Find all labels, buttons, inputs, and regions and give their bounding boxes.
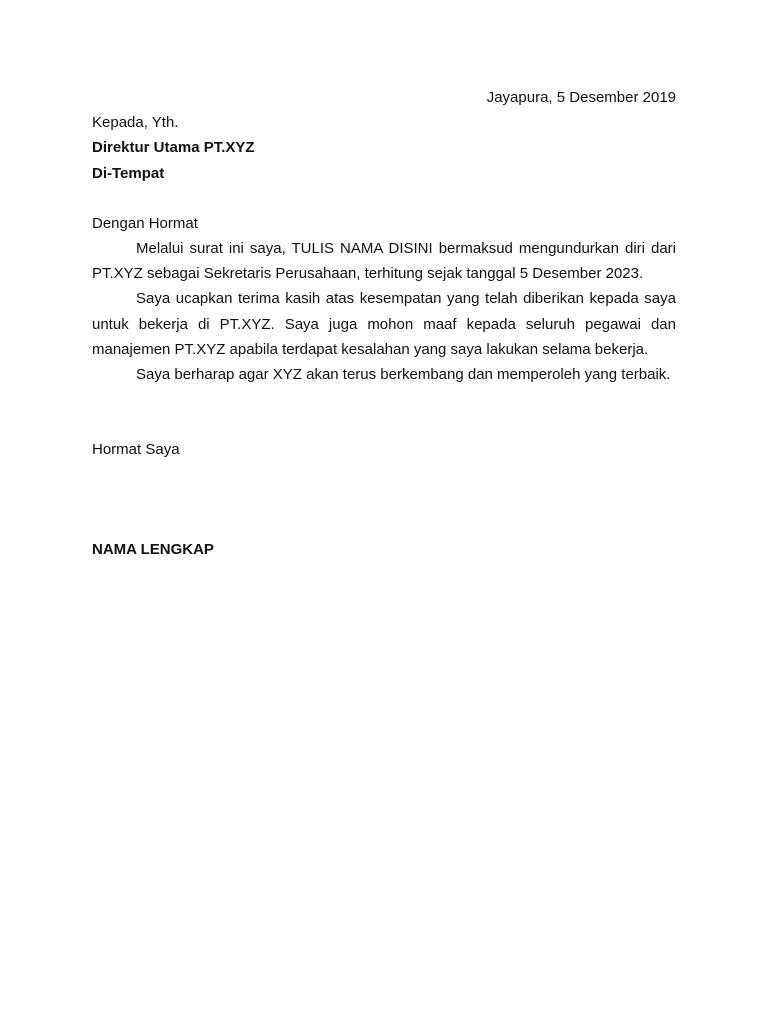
letter-body (92, 85, 676, 563)
recipient-name: Direktur Utama PT.XYZ (92, 139, 255, 157)
signature-space (92, 462, 676, 537)
recipient-location: Di-Tempat (92, 164, 165, 182)
closing-phrase: Hormat Saya (92, 441, 180, 459)
spacer (92, 387, 676, 437)
paragraph-wishes: Saya berharap agar XYZ akan terus berkembang dan memperoleh yang terbaik. (136, 366, 671, 384)
opening-greeting: Dengan Hormat (92, 214, 198, 232)
paragraph-thanks: Saya ucapkan terima kasih atas kesempatan yang telah diberikan kepada saya untuk bekerja di PT.XYZ. Saya juga mohon maaf kepada seluruh pegawai dan manajemen PT.XYZ apabila terdapat kesalahan yang saya lakukan selama bekerja. (92, 290, 676, 358)
spacer (92, 186, 676, 211)
signatory-name: NAMA LENGKAP (92, 541, 214, 559)
recipient-salutation: Kepada, Yth. (92, 114, 179, 132)
paragraph-resignation: Melalui surat ini saya, TULIS NAMA DISINI bermaksud mengundurkan diri dari PT.XYZ sebagai Sekretaris Perusahaan, terhitung sejak tanggal 5 Desember 2023. (92, 240, 676, 283)
place-date: Jayapura, 5 Desember 2019 (486, 89, 676, 106)
